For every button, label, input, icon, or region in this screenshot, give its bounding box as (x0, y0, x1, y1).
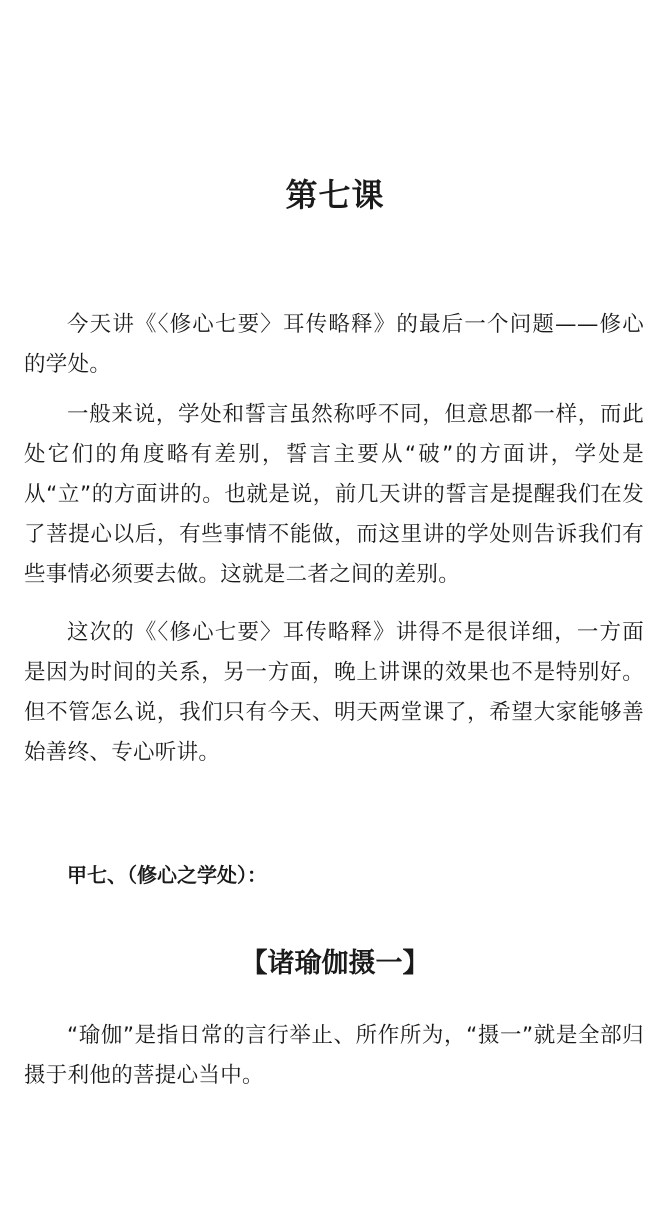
body-paragraph: 这次的《〈修心七要〉耳传略释》讲得不是很详细，一方面是因为时间的关系，另一方面，晚上讲课的效果也不是特别好。但不管怎么说，我们只有今天、明天两堂课了，希望大家能够善始善终、专心听讲。 (24, 620, 644, 765)
section-heading: 甲七、（修心之学处）： (67, 863, 267, 887)
sub-heading: 【诸瑜伽摄一】 (240, 948, 430, 979)
body-paragraph: “瑜伽”是指日常的言行举止、所作所为，“摄一”就是全部归摄于利他的菩提心当中。 (24, 1023, 644, 1088)
chapter-title: 第七课 (285, 176, 385, 214)
body-paragraph: 今天讲《〈修心七要〉耳传略释》的最后一个问题——修心的学处。 (24, 312, 644, 377)
body-paragraph: 一般来说，学处和誓言虽然称呼不同，但意思都一样，而此处它们的角度略有差别，誓言主要从“破”的方面讲，学处是从“立”的方面讲的。也就是说，前几天讲的誓言是提醒我们在发了菩提心以后，有些事情不能做，而这里讲的学处则告诉我们有些事情必须要去做。这就是二者之间的差别。 (24, 402, 644, 587)
